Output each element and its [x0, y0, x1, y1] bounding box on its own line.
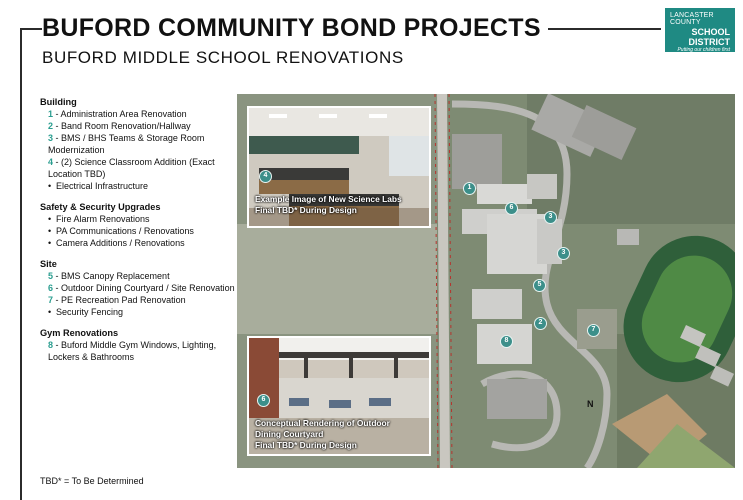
project-list	[40, 96, 235, 363]
list-item	[40, 225, 235, 237]
section-heading-site: Site	[40, 259, 57, 269]
map-marker-1: 1	[463, 182, 476, 195]
item-number: 2	[48, 121, 54, 131]
map-marker-3a: 3	[544, 211, 557, 224]
inset-marker-6: 6	[257, 394, 270, 407]
item-number: 8	[48, 340, 54, 350]
item-text: - Outdoor Dining Courtyard / Site Renovation	[53, 283, 235, 293]
logo-line-2: COUNTY	[670, 19, 701, 26]
item-text: Electrical Infrastructure	[56, 181, 149, 191]
page-subtitle: BUFORD MIDDLE SCHOOL RENOVATIONS	[42, 48, 404, 67]
item-text: - BMS Canopy Replacement	[53, 271, 170, 281]
footnote: TBD* = To Be Determined	[40, 476, 144, 486]
list-item	[40, 339, 235, 363]
item-number: 4	[48, 157, 54, 167]
item-text: - Buford Middle Gym Windows, Lighting, Lockers & Bathrooms	[48, 340, 217, 362]
logo-tagline: Putting our children first	[677, 47, 730, 53]
science-lab-inset	[247, 106, 431, 228]
map-marker-5: 5	[533, 279, 546, 292]
item-number: 7	[48, 295, 54, 305]
logo-line-1: LANCASTER	[670, 12, 714, 19]
list-item	[40, 120, 235, 132]
bullet-icon: •	[48, 181, 52, 191]
list-item	[40, 156, 235, 180]
frame-top-left-line	[20, 28, 42, 30]
list-item	[40, 132, 235, 156]
item-text: - Band Room Renovation/Hallway	[53, 121, 191, 131]
page-title: BUFORD COMMUNITY BOND PROJECTS	[42, 14, 541, 42]
logo-line-4: DISTRICT	[688, 37, 730, 47]
section-heading-gym: Gym Renovations	[40, 328, 119, 338]
item-text: - Administration Area Renovation	[53, 109, 187, 119]
list-item	[40, 294, 235, 306]
item-number: 6	[48, 283, 54, 293]
list-item	[40, 306, 235, 318]
list-item	[40, 108, 235, 120]
list-item	[40, 282, 235, 294]
list-item	[40, 213, 235, 225]
north-arrow-icon: N	[587, 399, 594, 409]
site-map	[237, 94, 735, 468]
courtyard-caption-line-1: Conceptual Rendering of Outdoor	[255, 418, 390, 428]
bullet-icon: •	[48, 214, 52, 224]
science-caption-line-1: Example Image of New Science Labs	[255, 194, 402, 204]
logo-line-3: SCHOOL	[691, 27, 730, 37]
list-item	[40, 270, 235, 282]
frame-top-right-line	[548, 28, 661, 30]
map-marker-3b: 3	[557, 247, 570, 260]
map-marker-6: 6	[505, 202, 518, 215]
item-text: Camera Additions / Renovations	[56, 238, 185, 248]
inset-marker-4: 4	[259, 170, 272, 183]
list-item	[40, 180, 235, 192]
bullet-icon: •	[48, 307, 52, 317]
item-text: - (2) Science Classroom Addition (Exact Location TBD)	[48, 157, 215, 179]
item-text: - PE Recreation Pad Renovation	[53, 295, 186, 305]
item-text: PA Communications / Renovations	[56, 226, 194, 236]
map-marker-8: 8	[500, 335, 513, 348]
bullet-icon: •	[48, 238, 52, 248]
item-number: 3	[48, 133, 54, 143]
list-item	[40, 237, 235, 249]
item-text: - BMS / BHS Teams & Storage Room Modernization	[48, 133, 205, 155]
section-heading-safety: Safety & Security Upgrades	[40, 202, 161, 212]
courtyard-inset	[247, 336, 431, 456]
item-text: Security Fencing	[56, 307, 124, 317]
frame-left-line	[20, 28, 22, 500]
section-heading-building: Building	[40, 97, 77, 107]
bullet-icon: •	[48, 226, 52, 236]
map-marker-2: 2	[534, 317, 547, 330]
map-marker-7: 7	[587, 324, 600, 337]
courtyard-caption-line-3: Final TBD* During Design	[255, 440, 357, 450]
courtyard-caption-line-2: Dining Courtyard	[255, 429, 324, 439]
science-caption-line-2: Final TBD* During Design	[255, 205, 357, 215]
item-number: 5	[48, 271, 54, 281]
district-logo	[665, 8, 735, 52]
item-number: 1	[48, 109, 54, 119]
item-text: Fire Alarm Renovations	[56, 214, 150, 224]
